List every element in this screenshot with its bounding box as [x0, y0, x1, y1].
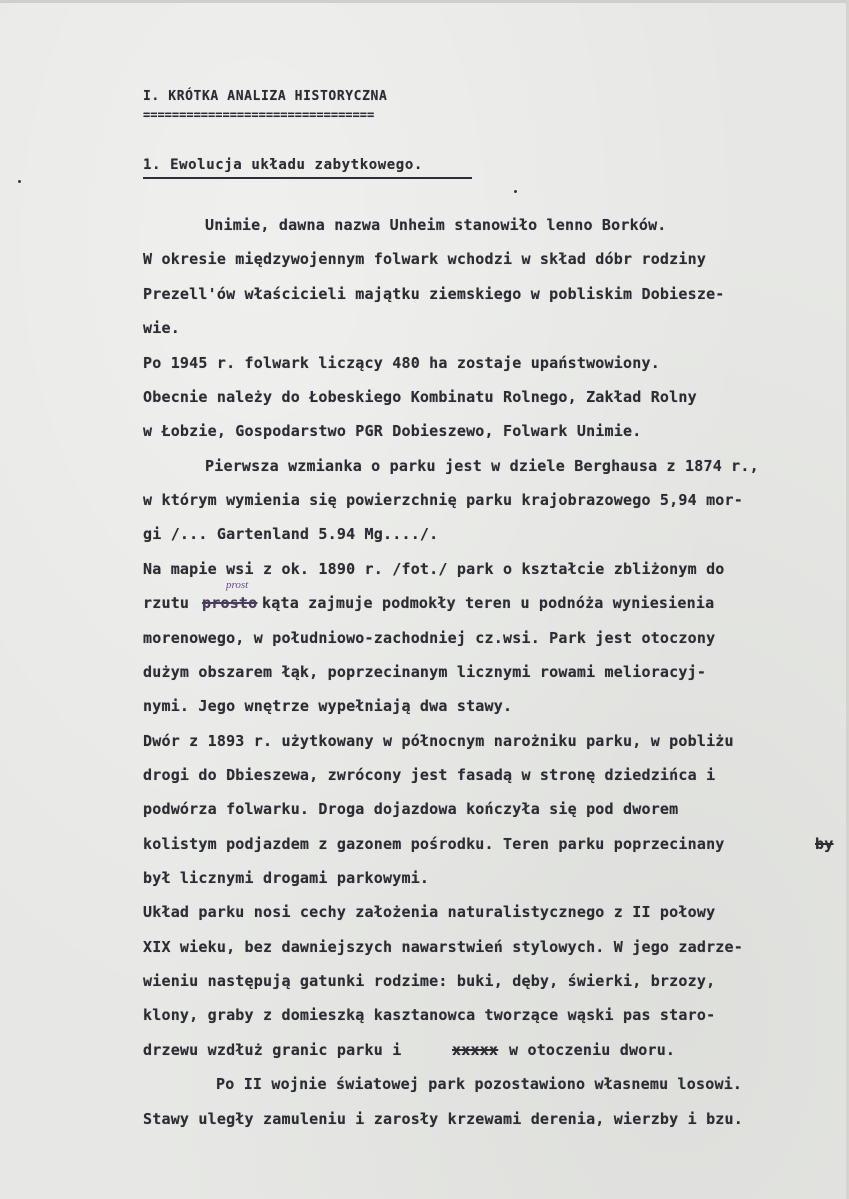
text-line: W okresie międzywojennym folwark wchodzi w skład dóbr rodziny: [143, 250, 707, 268]
struck-word: xxxxx: [452, 1041, 499, 1059]
chapter-title-rule: ================================: [143, 108, 375, 122]
text-line: gi /... Gartenland 5.94 Mg..../.: [143, 525, 439, 543]
text-line-end: w otoczeniu dworu.: [509, 1041, 676, 1059]
handwritten-correction: prost: [226, 579, 249, 591]
text-line: nymi. Jego wnętrze wypełniają dwa stawy.: [143, 697, 513, 715]
struck-word: by: [815, 835, 834, 853]
text-line: kolistym podjazdem z gazonem pośrodku. Teren parku poprzecinany: [143, 835, 725, 853]
text-line: klony, graby z domieszką kasztanowca tworzące wąski pas staro-: [143, 1006, 716, 1024]
section-title: 1. Ewolucja układu zabytkowego.: [143, 157, 423, 173]
text-line: Pierwsza wzmianka o parku jest w dziele Berghausa z 1874 r.,: [205, 457, 759, 475]
text-line-end: kąta zajmuje podmokły teren u podnóża wyniesienia: [262, 594, 715, 612]
text-line: podwórza folwarku. Droga dojazdowa kończyła się pod dworem: [143, 800, 679, 818]
text-line-start: drzewu wzdłuż granic parku i: [143, 1041, 402, 1059]
text-line: Stawy uległy zamuleniu i zarosły krzewami derenia, wierzby i bzu.: [143, 1110, 743, 1128]
text-line: Po II wojnie światowej park pozostawiono własnemu losowi.: [216, 1075, 743, 1093]
text-line: Obecnie należy do Łobeskiego Kombinatu Rolnego, Zakład Rolny: [143, 388, 697, 406]
text-line: XIX wieku, bez dawniejszych nawarstwień stylowych. W jego zadrze-: [143, 938, 743, 956]
text-line: Unimie, dawna nazwa Unheim stanowiło lenno Borków.: [205, 216, 667, 234]
section-title-underline: [143, 177, 472, 179]
page-speck: [18, 180, 21, 183]
text-line: Układ parku nosi cechy założenia naturalistycznego z II połowy: [143, 903, 716, 921]
page-speck: [514, 190, 517, 193]
text-line: drogi do Dbieszewa, zwrócony jest fasadą w stronę dziedzińca i: [143, 766, 716, 784]
text-line: wieniu następują gatunki rodzime: buki, dęby, świerki, brzozy,: [143, 972, 716, 990]
text-line: był licznymi drogami parkowymi.: [143, 869, 430, 887]
page-edge-top: [0, 0, 849, 3]
text-line: Dwór z 1893 r. użytkowany w północnym narożniku parku, w pobliżu: [143, 732, 734, 750]
text-line: w Łobzie, Gospodarstwo PGR Dobieszewo, Folwark Unimie.: [143, 422, 642, 440]
text-line: Prezell'ów właścicieli majątku ziemskiego w pobliskim Dobiesze-: [143, 285, 725, 303]
text-line-start: rzutu: [143, 594, 190, 612]
text-line: Na mapie wsi z ok. 1890 r. /fot./ park o kształcie zbliżonym do: [143, 560, 725, 578]
text-line: morenowego, w południowo-zachodniej cz.wsi. Park jest otoczony: [143, 629, 716, 647]
text-line: wie.: [143, 319, 180, 337]
text-line: Po 1945 r. folwark liczący 480 ha zostaje upaństwowiony.: [143, 354, 660, 372]
text-line: dużym obszarem łąk, poprzecinanym licznymi rowami melioracyj-: [143, 663, 707, 681]
text-line: w którym wymienia się powierzchnię parku krajobrazowego 5,94 mor-: [143, 491, 743, 509]
struck-word: prosto: [202, 594, 258, 612]
chapter-title: I. KRÓTKA ANALIZA HISTORYCZNA: [143, 89, 388, 104]
